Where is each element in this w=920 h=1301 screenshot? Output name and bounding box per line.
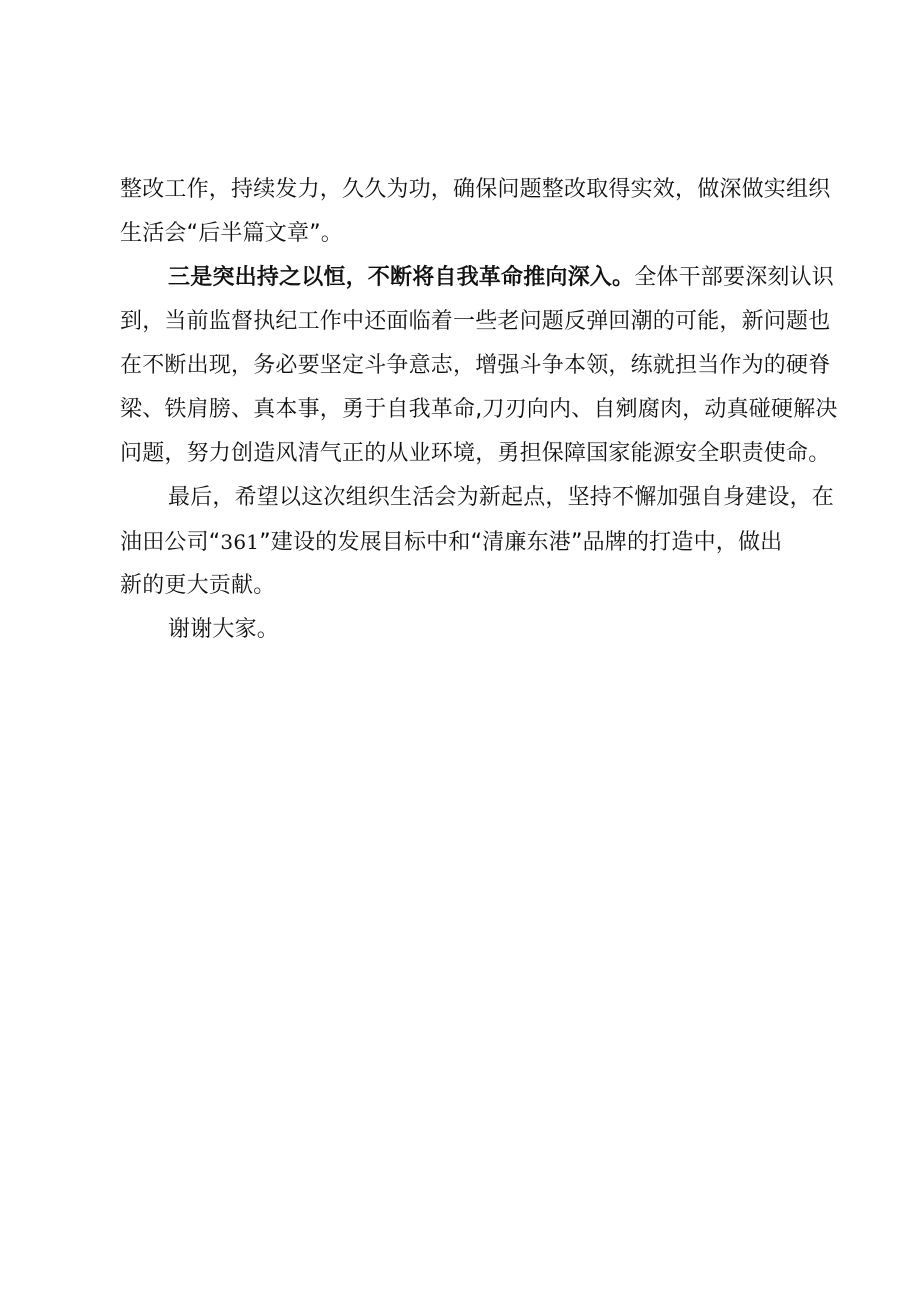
paragraph-line: 到，当前监督执纪工作中还面临着一些老问题反弹回潮的可能，新问题也 — [120, 309, 831, 334]
paragraph-line — [120, 520, 820, 564]
paragraph-line: 整改工作，持续发力，久久为功，确保问题整改取得实效，做深做实组织 — [120, 177, 831, 202]
paragraph-line: 生活会“后半篇文章”。 — [120, 221, 343, 246]
paragraph-text: 油田公司“ — [120, 530, 221, 555]
document-body — [120, 168, 838, 652]
paragraph-line: 在不断出现，务必要坚定斗争意志，增强斗争本领，练就担当作为的硬脊 — [120, 353, 831, 378]
paragraph-line: 问题，努力创造风清气正的从业环境，勇担保障国家能源安全职责使命。 — [120, 441, 831, 466]
paragraph-rectification — [120, 168, 831, 256]
paragraph-heading: 三是突出持之以恒，不断将自我革命推向深入。 — [168, 265, 635, 290]
paragraph-line: 梁、铁肩膀、真本事，勇于自我革命,刀刃向内、自剜腐肉，动真碰硬解决 — [120, 397, 838, 422]
paragraph-text: 全体干部要深刻认识 — [634, 265, 835, 290]
paragraph-conclusion — [120, 476, 835, 608]
paragraph-line: 新的更大贡献。 — [120, 573, 276, 598]
paragraph-self-revolution — [120, 256, 838, 476]
goal-number: 361 — [220, 530, 260, 554]
paragraph-line: 最后，希望以这次组织生活会为新起点，坚持不懈加强自身建设，在 — [168, 485, 835, 510]
closing-remark: 谢谢大家。 — [168, 617, 280, 642]
paragraph-text: ”建设的发展目标中和“清廉东港”品牌的打造中，做出 — [259, 530, 783, 555]
paragraph-line — [120, 256, 835, 300]
